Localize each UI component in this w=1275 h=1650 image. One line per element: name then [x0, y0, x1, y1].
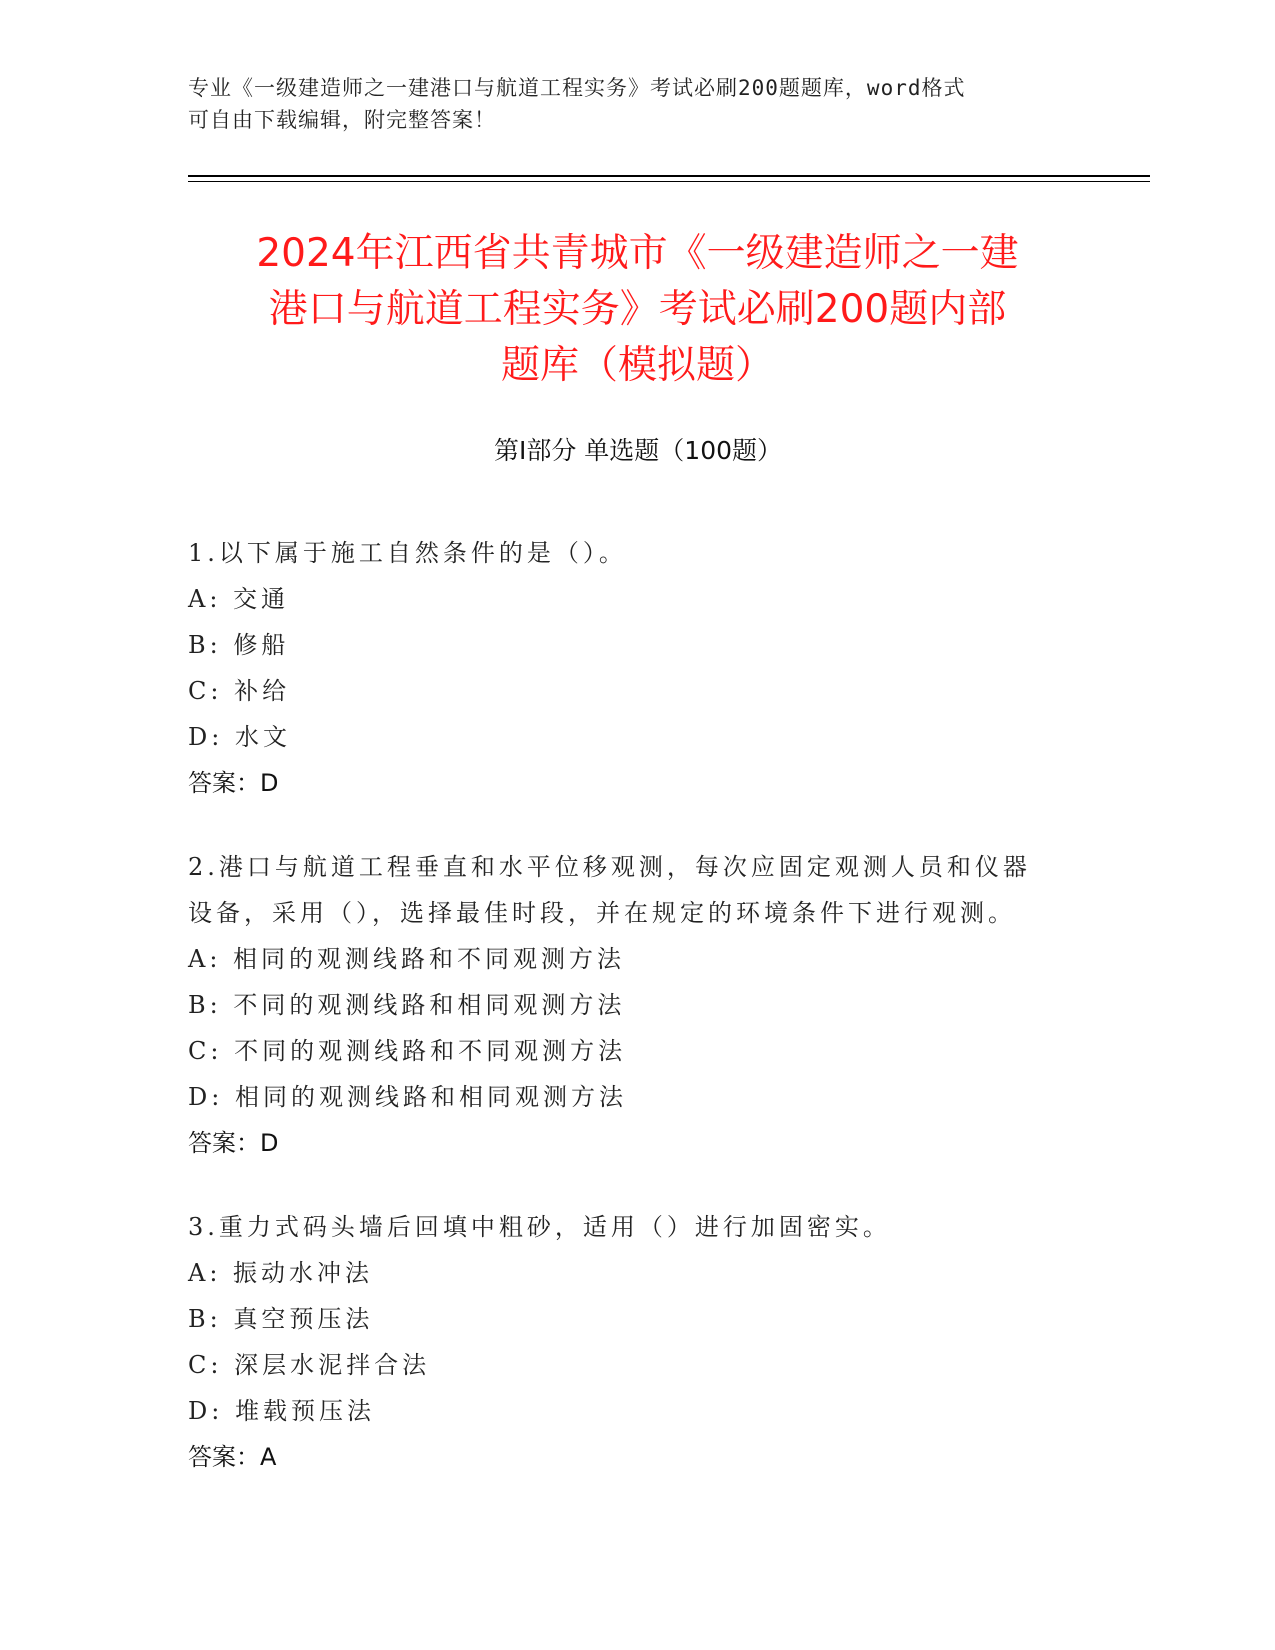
section-heading: 第I部分 单选题（100题）	[493, 436, 783, 465]
option-a: A: 相同的观测线路和不同观测方法	[188, 945, 626, 973]
option-d: D: 水文	[188, 723, 291, 751]
option-a: A: 振动水冲法	[188, 1259, 374, 1287]
title-line-3: 题库（模拟题）	[500, 343, 774, 388]
header-line-1: 专业《一级建造师之一建港口与航道工程实务》考试必刷200题题库，word格式	[188, 76, 966, 100]
option-c: C: 补给	[188, 677, 291, 705]
question-text: 2.港口与航道工程垂直和水平位移观测，每次应固定观测人员和仪器	[188, 853, 1031, 881]
question-list	[188, 530, 1088, 1518]
answer: 答案：D	[188, 1129, 279, 1157]
answer: 答案：A	[188, 1443, 277, 1471]
option-b: B: 修船	[188, 631, 290, 659]
header-divider-thick	[188, 175, 1150, 177]
option-b: B: 不同的观测线路和相同观测方法	[188, 991, 626, 1019]
question-text: 3.重力式码头墙后回填中粗砂，适用（）进行加固密实。	[188, 1213, 891, 1241]
question-2	[188, 844, 1088, 1166]
page-header	[188, 72, 1088, 136]
option-d: D: 相同的观测线路和相同观测方法	[188, 1083, 627, 1111]
title-line-2: 港口与航道工程实务》考试必刷200题内部	[268, 287, 1007, 332]
title-line-1: 2024年江西省共青城市《一级建造师之一建	[256, 231, 1019, 276]
option-b: B: 真空预压法	[188, 1305, 374, 1333]
question-3	[188, 1204, 1088, 1480]
header-line-2: 可自由下载编辑，附完整答案！	[188, 108, 496, 132]
header-divider-thin	[188, 181, 1150, 182]
question-1	[188, 530, 1088, 806]
question-text-continued: 设备，采用（），选择最佳时段，并在规定的环境条件下进行观测。	[188, 899, 1016, 927]
option-c: C: 不同的观测线路和不同观测方法	[188, 1037, 627, 1065]
option-a: A: 交通	[188, 585, 290, 613]
answer: 答案：D	[188, 769, 279, 797]
option-d: D: 堆载预压法	[188, 1397, 375, 1425]
document-title	[150, 226, 1125, 394]
option-c: C: 深层水泥拌合法	[188, 1351, 431, 1379]
question-text: 1.以下属于施工自然条件的是（）。	[188, 539, 627, 567]
